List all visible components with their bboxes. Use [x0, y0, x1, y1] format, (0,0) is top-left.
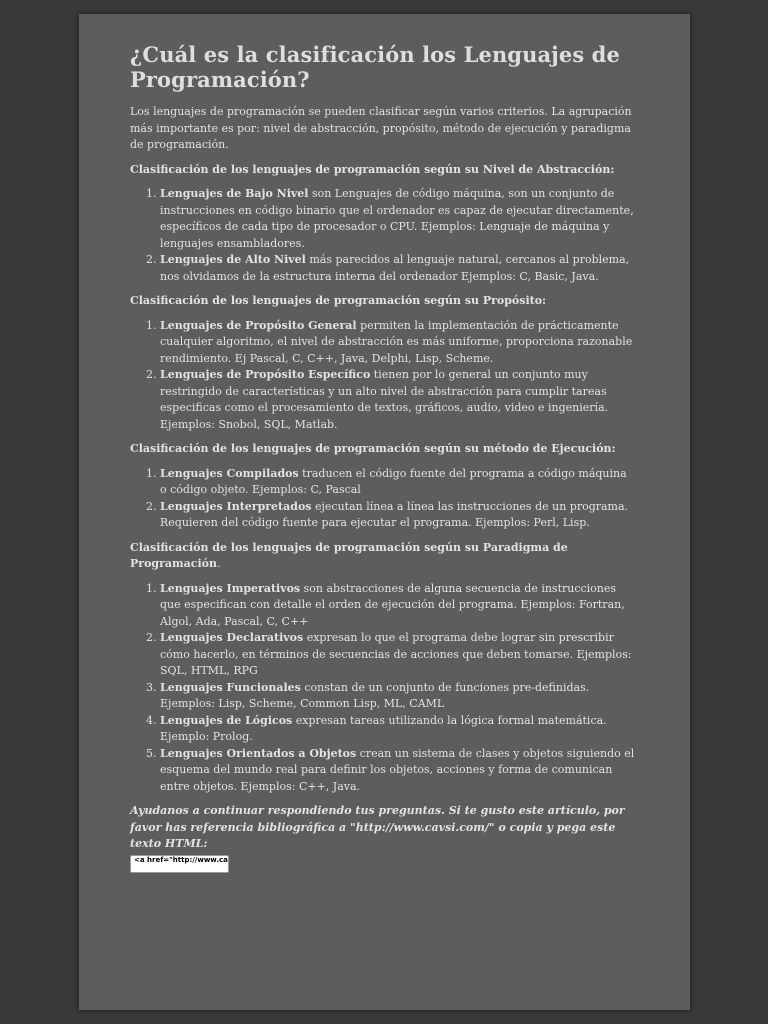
- list-item: [160, 466, 636, 499]
- term: Lenguajes de Alto Nivel: [160, 253, 306, 266]
- term: Lenguajes Imperativos: [160, 581, 301, 595]
- article-card: [79, 14, 690, 1010]
- description: más parecidos al lenguaje natural, cercanos al problema, nos olvidamos de la estructura interna del ordenador Ejemplos: C, Basic, Java.: [160, 253, 630, 283]
- section-heading-purpose: Clasificación de los lenguajes de programación según su Propósito:: [130, 294, 547, 307]
- list-item: [160, 713, 636, 746]
- list-item: [160, 367, 636, 433]
- description: son Lenguajes de código máquina, son un conjunto de instrucciones en código binario que el ordenador es capaz de ejecutar directamente, específicos de cada tipo de procesador o CPU. Ejemplos: Lenguaje de máquina y lenguajes ensambladores.: [160, 187, 634, 250]
- term: Lenguajes Orientados a Objetos: [160, 746, 357, 760]
- list-item: [160, 252, 636, 285]
- list-item: [160, 630, 636, 680]
- description: permiten la implementación de prácticamente cualquier algoritmo, el nivel de abstracción es más uniforme, proporciona razonable rendimiento. Ej Pascal, C, C++, Java, Delphi, Lisp, Scheme.: [160, 318, 633, 365]
- list-item: [160, 499, 636, 532]
- heading-suffix: .: [217, 557, 221, 570]
- description: tienen por lo general un conjunto muy restringido de características y un alto nivel de abstracción para cumplir tareas especificas como el procesamiento de textos, gráficos, audio, video e ingeniería. Ejemplos: Snobol, SQL, Matlab.: [160, 368, 609, 431]
- list-item: [160, 680, 636, 713]
- list-item: [160, 318, 636, 368]
- embed-code-textarea[interactable]: [130, 855, 229, 873]
- description: crean un sistema de clases y objetos siguiendo el esquema del mundo real para definir los objetos, acciones y forma de comunican entre objetos. Ejemplos: C++, Java.: [160, 746, 635, 793]
- article-intro: Los lenguajes de programación se pueden clasificar según varios criterios. La agrupación más importante es por: nivel de abstracción, propósito, método de ejecución y paradigma de programación.: [130, 105, 632, 151]
- term: Lenguajes Funcionales: [160, 680, 301, 694]
- term: Lenguajes Compilados: [160, 466, 299, 480]
- description: traducen el código fuente del programa a código máquina o código objeto. Ejemplos: C, Pascal: [160, 466, 627, 496]
- description: expresan lo que el programa debe lograr sin prescribir cómo hacerlo, en términos de secuencias de acciones que deben tomarse. Ejemplos: SQL, HTML, RPG: [160, 631, 632, 677]
- term: Lenguajes Interpretados: [160, 499, 312, 513]
- list-purpose: [130, 318, 636, 434]
- article-title: ¿Cuál es la clasificación los Lenguajes de Programación?: [130, 42, 620, 92]
- term: Lenguajes Declarativos: [160, 631, 304, 644]
- citation-note: Ayudanos a continuar respondiendo tus preguntas. Si te gusto este artículo, por favor has referencia bibliográfica a "http://www.cavsi.com/" o copia y pega este texto HTML:: [130, 804, 625, 850]
- list-item: [160, 186, 636, 252]
- section-heading-abstraction: Clasificación de los lenguajes de programación según su Nivel de Abstracción:: [130, 162, 615, 176]
- description: expresan tareas utilizando la lógica formal matemática. Ejemplo: Prolog.: [160, 713, 607, 743]
- section-heading-paradigm: Clasificación de los lenguajes de programación según su Paradigma de Programación: [130, 540, 568, 570]
- description: son abstracciones de alguna secuencia de instrucciones que especifican con detalle el orden de ejecución del programa. Ejemplos: Fortran, Algol, Ada, Pascal, C, C++: [160, 581, 625, 628]
- description: ejecutan línea a línea las instrucciones de un programa. Requieren del código fuente para ejecutar el programa. Ejemplos: Perl, Lisp.: [160, 499, 629, 529]
- list-item: [160, 746, 636, 796]
- term: Lenguajes de Propósito General: [160, 318, 357, 332]
- list-execution: [130, 466, 636, 532]
- list-paradigm: [130, 581, 636, 796]
- section-heading-execution: Clasificación de los lenguajes de programación según su método de Ejecución:: [130, 442, 616, 455]
- description: constan de un conjunto de funciones pre-definidas. Ejemplos: Lisp, Scheme, Common Lisp, ML, CAML: [160, 680, 590, 710]
- list-item: [160, 581, 636, 631]
- section-heading-paradigm-wrap: [130, 540, 636, 573]
- term: Lenguajes de Propósito Específico: [160, 368, 371, 381]
- term: Lenguajes de Bajo Nivel: [160, 187, 309, 200]
- term: Lenguajes de Lógicos: [160, 713, 293, 727]
- list-abstraction: [130, 186, 636, 285]
